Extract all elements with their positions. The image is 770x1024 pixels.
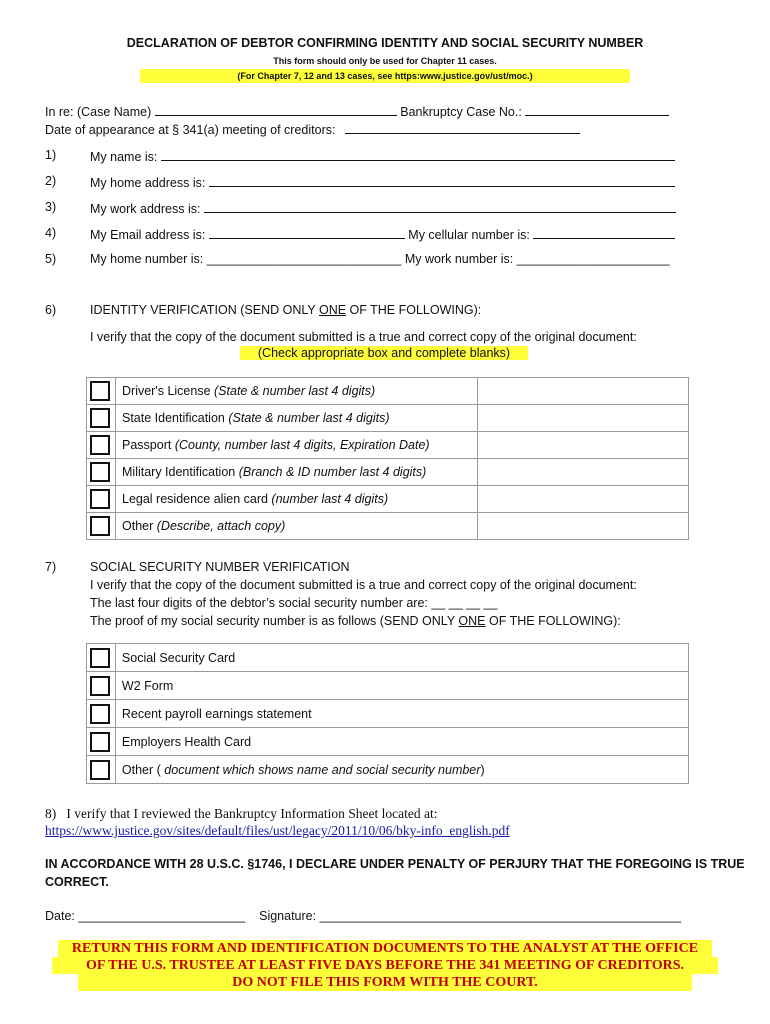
ssn-options-table: [86, 643, 689, 784]
case-number-label: Bankruptcy Case No.:: [400, 105, 522, 119]
date-field[interactable]: Date: ________________________: [45, 909, 246, 923]
identity-checkbox[interactable]: [90, 516, 110, 536]
form-title: DECLARATION OF DEBTOR CONFIRMING IDENTITY AND SOCIAL SECURITY NUMBER: [126, 36, 644, 50]
identity-option-hint: (County, number last 4 digits, Expiration Date): [174, 438, 430, 452]
home-number-field[interactable]: My home number is: ____________________________: [90, 252, 402, 266]
ssn-proof-line: The proof of my social security number is as follows (SEND ONLY ONE OF THE FOLLOWING):: [90, 614, 621, 628]
item-home-address: 2) My home address is:: [0, 174, 770, 188]
cell-field[interactable]: [533, 226, 675, 239]
chapter-note: This form should only be used for Chapter 11 cases.: [273, 56, 497, 66]
identity-blank-field[interactable]: [478, 405, 689, 432]
identity-checkbox[interactable]: [90, 435, 110, 455]
ssn-row: [87, 672, 689, 700]
identity-option-label: Other: [122, 519, 154, 533]
identity-checkbox[interactable]: [90, 381, 110, 401]
identity-option-label: Military Identification: [122, 465, 236, 479]
ssn-checkbox[interactable]: [90, 676, 110, 696]
ssn-heading: SOCIAL SECURITY NUMBER VERIFICATION: [90, 560, 350, 574]
identity-option-label: State Identification: [122, 411, 225, 425]
info-sheet-link[interactable]: https://www.justice.gov/sites/default/files/ust/legacy/2011/10/06/bky-info_english.pdf: [45, 823, 510, 838]
identity-option-label: Driver's License: [122, 384, 211, 398]
ssn-checkbox[interactable]: [90, 648, 110, 668]
email-field[interactable]: [209, 226, 405, 239]
case-name-row: [45, 103, 669, 119]
footer-line-3: DO NOT FILE THIS FORM WITH THE COURT.: [78, 974, 692, 991]
identity-blank-field[interactable]: [478, 486, 689, 513]
work-address-label: My work address is:: [90, 202, 201, 216]
case-number-field[interactable]: [525, 103, 669, 116]
ssn-checkbox[interactable]: [90, 732, 110, 752]
footer-line-2: OF THE U.S. TRUSTEE AT LEAST FIVE DAYS BEFORE THE 341 MEETING OF CREDITORS.: [52, 957, 718, 974]
identity-checkbox[interactable]: [90, 462, 110, 482]
identity-row: [87, 513, 689, 540]
name-label: My name is:: [90, 150, 158, 164]
identity-row: [87, 432, 689, 459]
info-sheet-row: 8) I verify that I reviewed the Bankruptcy Information Sheet located at:: [45, 806, 438, 821]
identity-checkbox[interactable]: [90, 489, 110, 509]
email-label: My Email address is:: [90, 228, 206, 242]
ssn-row: [87, 700, 689, 728]
ssn-option-label: Employers Health Card: [121, 734, 252, 749]
identity-blank-field[interactable]: [478, 432, 689, 459]
work-address-field[interactable]: [204, 200, 676, 213]
ssn-row: Other ( document which shows name and social security number): [87, 756, 689, 784]
identity-row: [87, 486, 689, 513]
appearance-row: [45, 121, 580, 137]
appearance-date-field[interactable]: [345, 121, 580, 134]
identity-option-label: Passport: [122, 438, 172, 452]
item-name: 1) My name is:: [0, 148, 770, 162]
identity-option-label: Legal residence alien card: [122, 492, 268, 506]
ssn-checkbox[interactable]: [90, 760, 110, 780]
identity-row: [87, 405, 689, 432]
ssn-option-label: W2 Form: [121, 678, 174, 693]
ssn-statement: I verify that the copy of the document submitted is a true and correct copy of the original document:: [90, 578, 637, 592]
ssn-last-four[interactable]: The last four digits of the debtor’s social security number are: __ __ __ __: [90, 596, 498, 610]
home-address-label: My home address is:: [90, 176, 206, 190]
item-phone-numbers: 5) My home number is: ____________________________ My work number is: ______________________: [45, 252, 670, 266]
ssn-checkbox[interactable]: [90, 704, 110, 724]
home-address-field[interactable]: [209, 174, 675, 187]
identity-checkbox[interactable]: [90, 408, 110, 428]
identity-blank-field[interactable]: [478, 459, 689, 486]
ssn-row: [87, 728, 689, 756]
identity-statement: I verify that the copy of the document submitted is a true and correct copy of the original document:: [90, 330, 637, 344]
identity-option-hint: (Describe, attach copy): [156, 519, 286, 533]
identity-option-hint: (number last 4 digits): [271, 492, 389, 506]
ssn-option-hint: document which shows name and social security number: [164, 762, 481, 777]
signature-row: [45, 909, 681, 923]
identity-options-table: [86, 377, 689, 540]
declaration-line-2: CORRECT.: [45, 875, 109, 889]
name-field[interactable]: [161, 148, 675, 161]
identity-heading: IDENTITY VERIFICATION (SEND ONLY ONE OF THE FOLLOWING):: [90, 303, 482, 317]
identity-row: [87, 378, 689, 405]
identity-option-hint: (State & number last 4 digits): [214, 384, 376, 398]
case-name-field[interactable]: [155, 103, 397, 116]
case-name-label: In re: (Case Name): [45, 105, 152, 119]
ssn-row: [87, 644, 689, 672]
chapter-note-link: (For Chapter 7, 12 and 13 cases, see https:www.justice.gov/ust/moc.): [140, 69, 630, 83]
identity-blank-field[interactable]: [478, 378, 689, 405]
declaration-line-1: IN ACCORDANCE WITH 28 U.S.C. §1746, I DECLARE UNDER PENALTY OF PERJURY THAT THE FOREGOING IS TRUE: [45, 857, 745, 871]
ssn-option-label: Social Security Card: [121, 650, 236, 665]
work-number-field[interactable]: My work number is: ______________________: [404, 252, 670, 266]
appearance-label: Date of appearance at § 341(a) meeting of creditors:: [45, 123, 336, 137]
identity-blank-field[interactable]: [478, 513, 689, 540]
signature-field[interactable]: Signature: ____________________________________________________: [259, 909, 682, 923]
identity-option-hint: (State & number last 4 digits): [228, 411, 390, 425]
cell-label: My cellular number is:: [408, 228, 530, 242]
ssn-heading-row: 7) SOCIAL SECURITY NUMBER VERIFICATION: [45, 560, 350, 574]
identity-option-hint: (Branch & ID number last 4 digits): [238, 465, 427, 479]
ssn-option-label: Recent payroll earnings statement: [121, 706, 312, 721]
item-work-address: 3) My work address is:: [0, 200, 770, 214]
ssn-option-label: Other (: [121, 762, 161, 777]
identity-heading-row: 6) IDENTITY VERIFICATION (SEND ONLY ONE OF THE FOLLOWING):: [45, 303, 482, 317]
identity-row: [87, 459, 689, 486]
footer-line-1: RETURN THIS FORM AND IDENTIFICATION DOCUMENTS TO THE ANALYST AT THE OFFICE: [58, 940, 712, 957]
identity-instruction: (Check appropriate box and complete blanks): [240, 346, 528, 360]
info-sheet-text: I verify that I reviewed the Bankruptcy Information Sheet located at:: [66, 806, 438, 821]
item-email: 4) My Email address is: My cellular number is:: [0, 226, 770, 240]
